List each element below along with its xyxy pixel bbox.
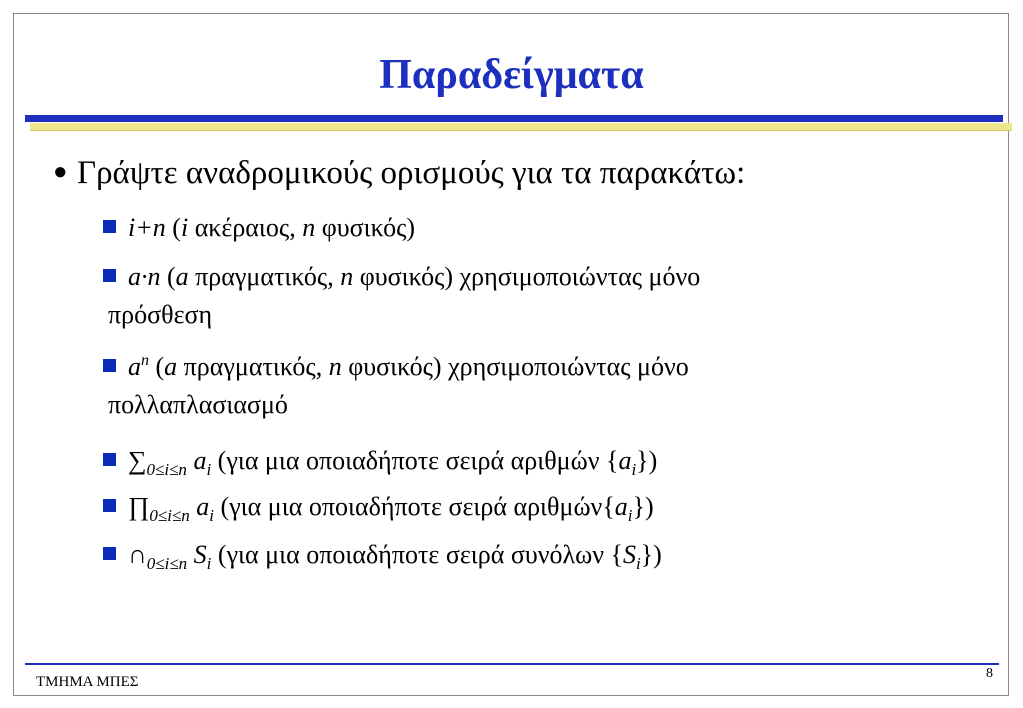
text: })	[636, 446, 658, 475]
square-bullet-icon	[103, 220, 116, 233]
var: a	[164, 352, 178, 381]
title-underline-yellow	[30, 123, 1012, 131]
list-item	[103, 442, 983, 480]
text: (για μια οποιαδήποτε σειρά συνόλων {	[211, 540, 623, 569]
square-bullet-icon	[103, 499, 116, 512]
text: (για μια οποιαδήποτε σειρά αριθμών {	[211, 446, 619, 475]
text: πραγματικός,	[177, 352, 329, 381]
expression: i+n	[128, 213, 166, 242]
text: (για μια οποιαδήποτε σειρά αριθμών{	[214, 492, 615, 521]
main-bullet	[53, 152, 745, 193]
text: φυσικός) χρησιμοποιώντας μόνο	[353, 262, 701, 291]
text: })	[632, 492, 654, 521]
bullet-dot-icon: ●	[53, 159, 68, 185]
var: a	[618, 446, 632, 475]
text: πραγματικός,	[188, 262, 341, 291]
square-bullet-icon	[103, 359, 116, 372]
var: i	[180, 213, 189, 242]
footer-divider	[25, 663, 999, 665]
var: a	[614, 492, 628, 521]
text: (	[149, 352, 165, 381]
slide-title: Παραδείγματα	[379, 52, 644, 98]
continuation-text: πρόσθεση	[108, 300, 213, 329]
list-item	[103, 488, 983, 526]
square-bullet-icon	[103, 269, 116, 282]
footer-department: ΤΜΗΜΑ ΜΠΕΣ	[36, 674, 139, 690]
product-icon: ∏	[128, 492, 150, 521]
list-item	[103, 348, 983, 424]
var: a	[175, 262, 189, 291]
index: i	[627, 506, 633, 525]
range: 0≤i≤n	[146, 460, 187, 479]
var: a	[193, 446, 207, 475]
text: φυσικός)	[315, 213, 416, 242]
list-item	[103, 258, 983, 334]
intersection-icon: ∩	[128, 540, 147, 569]
continuation-text: πολλαπλασιασμό	[108, 390, 288, 419]
text: φυσικός) χρησιμοποιώντας μόνο	[341, 352, 689, 381]
text: ακέραιος,	[188, 213, 303, 242]
var: n	[328, 352, 342, 381]
var: S	[193, 540, 207, 569]
list-item	[103, 209, 983, 247]
expression: a	[128, 352, 141, 381]
index: i	[209, 506, 215, 525]
range: 0≤i≤n	[146, 554, 188, 573]
text: (	[165, 213, 181, 242]
exponent: n	[141, 352, 149, 369]
index: i	[206, 554, 212, 573]
var: n	[340, 262, 354, 291]
title-underline-blue	[25, 115, 1003, 122]
var: a	[196, 492, 210, 521]
range: 0≤i≤n	[149, 506, 190, 525]
sum-icon: ∑	[128, 446, 147, 475]
text: })	[640, 540, 662, 569]
var: S	[622, 540, 636, 569]
text: (	[160, 262, 176, 291]
list-item	[103, 536, 983, 574]
square-bullet-icon	[103, 547, 116, 560]
index: i	[635, 554, 641, 573]
index: i	[631, 460, 637, 479]
var: n	[302, 213, 316, 242]
page-number: 8	[986, 666, 993, 681]
index: i	[206, 460, 212, 479]
expression: a·n	[128, 262, 161, 291]
main-bullet-text: Γράψτε αναδρομικούς ορισμούς για τα παρακάτω:	[77, 155, 746, 191]
square-bullet-icon	[103, 453, 116, 466]
